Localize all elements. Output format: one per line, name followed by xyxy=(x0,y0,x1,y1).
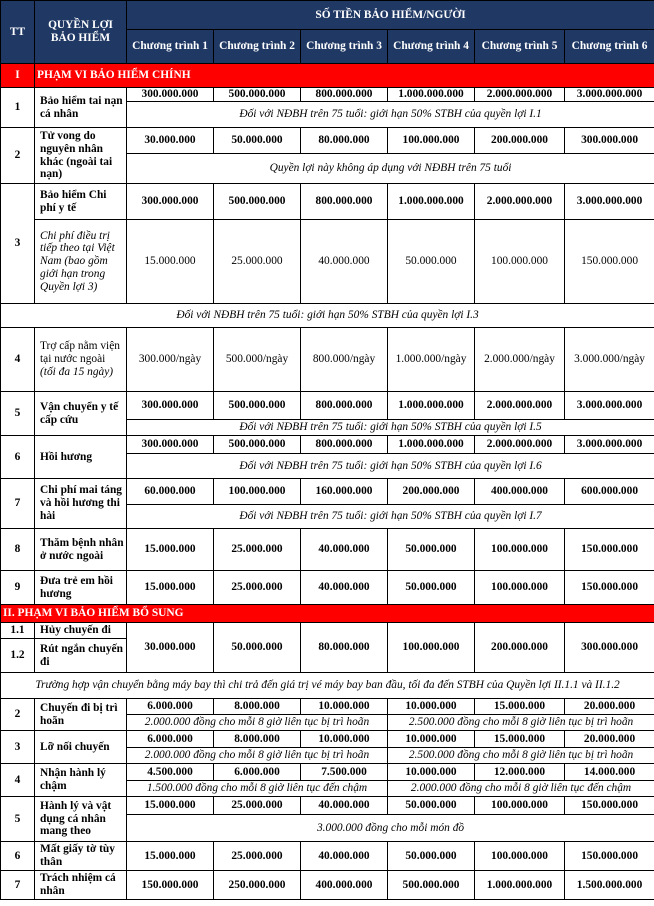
row-number: 6 xyxy=(1,436,35,479)
value-cell: 15.000.000 xyxy=(475,731,565,748)
value-cell: 600.000.000 xyxy=(565,479,654,505)
row-label: Hủy chuyến đi xyxy=(35,623,127,639)
table-row xyxy=(1,623,654,639)
value-cell: 500.000.000 xyxy=(214,392,301,420)
note-cell: 2.000.000 đồng cho mỗi 8 giờ liên tục đến chậm xyxy=(388,781,654,797)
value-cell: 1.000.000.000 xyxy=(388,392,475,420)
value-cell: 400.000.000 xyxy=(301,871,388,900)
note-cell: Quyền lợi này không áp dụng với NĐBH trên 75 tuổi xyxy=(127,154,654,184)
note-cell: 2.000.000 đồng cho mỗi 8 giờ liên tục bị trì hoãn xyxy=(127,748,388,764)
note-cell: Đối với NĐBH trên 75 tuổi: giới hạn 50% STBH của quyền lợi I.7 xyxy=(127,505,654,529)
value-cell: 2.000.000.000 xyxy=(475,88,565,102)
note-row xyxy=(1,304,654,328)
value-cell: 800.000.000 xyxy=(301,392,388,420)
note-cell: Đối với NĐBH trên 75 tuổi: giới hạn 50% STBH của quyền lợi I.3 xyxy=(1,304,654,328)
note-cell: Đối với NĐBH trên 75 tuổi: giới hạn 50% STBH của quyền lợi I.5 xyxy=(127,420,654,436)
value-cell: 1.000.000.000 xyxy=(388,88,475,102)
value-cell: 100.000.000 xyxy=(214,479,301,505)
section-row xyxy=(1,605,654,623)
value-cell: 15.000.000 xyxy=(127,842,214,871)
row-number: 1.1 xyxy=(1,623,35,639)
value-cell: 40.000.000 xyxy=(301,220,388,304)
row-number: 6 xyxy=(1,842,35,871)
value-cell: 800.000.000 xyxy=(301,88,388,102)
value-cell: 2.000.000.000 xyxy=(475,392,565,420)
value-cell: 10.000.000 xyxy=(388,699,475,715)
value-cell: 3.000.000.000 xyxy=(565,436,654,454)
value-cell: 80.000.000 xyxy=(301,623,388,673)
value-cell: 3.000.000/ngày xyxy=(565,328,654,392)
value-cell: 14.000.000 xyxy=(565,764,654,781)
note-cell: Đối với NĐBH trên 75 tuổi: giới hạn 50% STBH của quyền lợi I.6 xyxy=(127,454,654,479)
table-row xyxy=(1,392,654,420)
row-label xyxy=(35,328,127,392)
row-label: Bảo hiểm Chi phí y tế xyxy=(35,184,127,220)
table-row xyxy=(1,328,654,392)
value-cell: 4.500.000 xyxy=(127,764,214,781)
row-number: 9 xyxy=(1,571,35,605)
value-cell: 25.000.000 xyxy=(214,529,301,571)
value-cell: 150.000.000 xyxy=(565,220,654,304)
table-row xyxy=(1,436,654,454)
row-number: 5 xyxy=(1,797,35,842)
value-cell: 7.500.000 xyxy=(301,764,388,781)
value-cell: 300.000.000 xyxy=(127,184,214,220)
value-cell: 15.000.000 xyxy=(127,220,214,304)
value-cell: 500.000/ngày xyxy=(214,328,301,392)
value-cell: 200.000.000 xyxy=(475,128,565,154)
row-label: Mất giấy tờ tùy thân xyxy=(35,842,127,871)
value-cell: 6.000.000 xyxy=(214,764,301,781)
value-cell: 100.000.000 xyxy=(475,797,565,815)
value-cell: 3.000.000.000 xyxy=(565,184,654,220)
value-cell: 6.000.000 xyxy=(127,731,214,748)
value-cell: 10.000.000 xyxy=(301,731,388,748)
value-cell: 500.000.000 xyxy=(214,436,301,454)
row-label-text: Trợ cấp nằm viện tại nước ngoài xyxy=(40,340,120,366)
value-cell: 25.000.000 xyxy=(214,571,301,605)
value-cell: 40.000.000 xyxy=(301,571,388,605)
value-cell: 1.000.000/ngày xyxy=(388,328,475,392)
value-cell: 8.000.000 xyxy=(214,699,301,715)
value-cell: 20.000.000 xyxy=(565,731,654,748)
row-number: 8 xyxy=(1,529,35,571)
value-cell: 200.000.000 xyxy=(388,479,475,505)
value-cell: 15.000.000 xyxy=(475,699,565,715)
header-row xyxy=(1,1,654,30)
value-cell: 80.000.000 xyxy=(301,128,388,154)
table-row xyxy=(1,220,654,304)
row-number: 3 xyxy=(1,731,35,764)
header-plan-4: Chương trình 4 xyxy=(388,30,475,64)
value-cell: 25.000.000 xyxy=(214,842,301,871)
value-cell: 50.000.000 xyxy=(388,842,475,871)
value-cell: 60.000.000 xyxy=(127,479,214,505)
value-cell: 50.000.000 xyxy=(214,128,301,154)
value-cell: 100.000.000 xyxy=(475,571,565,605)
value-cell: 100.000.000 xyxy=(475,220,565,304)
value-cell: 500.000.000 xyxy=(214,88,301,102)
table-row xyxy=(1,88,654,102)
row-number: 7 xyxy=(1,871,35,900)
row-number: 2 xyxy=(1,699,35,731)
value-cell: 300.000.000 xyxy=(127,392,214,420)
value-cell: 40.000.000 xyxy=(301,529,388,571)
section-row xyxy=(1,64,654,88)
value-cell: 2.000.000.000 xyxy=(475,436,565,454)
row-number: 1.2 xyxy=(1,639,35,673)
row-number: 5 xyxy=(1,392,35,436)
row-label: Tử vong do nguyên nhân khác (ngoài tai nạn) xyxy=(35,128,127,184)
row-label: Vận chuyển y tế cấp cứu xyxy=(35,392,127,436)
note-cell: 2.500.000 đồng cho mỗi 8 giờ liên tục bị trì hoãn xyxy=(388,748,654,764)
value-cell: 50.000.000 xyxy=(388,797,475,815)
value-cell: 25.000.000 xyxy=(214,220,301,304)
header-benefit: QUYỀN LỢI BẢO HIỂM xyxy=(35,1,127,64)
table-row xyxy=(1,842,654,871)
value-cell: 300.000.000 xyxy=(565,623,654,673)
row-label: Lỡ nối chuyến xyxy=(35,731,127,764)
value-cell: 30.000.000 xyxy=(127,623,214,673)
header-plan-1: Chương trình 1 xyxy=(127,30,214,64)
value-cell: 1.500.000.000 xyxy=(565,871,654,900)
header-plan-3: Chương trình 3 xyxy=(301,30,388,64)
value-cell: 300.000.000 xyxy=(127,436,214,454)
table-row xyxy=(1,797,654,815)
header-sum-insured: SỐ TIỀN BẢO HIỂM/NGƯỜI xyxy=(127,1,654,30)
value-cell: 2.000.000/ngày xyxy=(475,328,565,392)
table-row xyxy=(1,764,654,781)
note-cell: 1.500.000 đồng cho mỗi 8 giờ liên tục đến chậm xyxy=(127,781,388,797)
section-title: II. PHẠM VI BẢO HIỂM BỔ SUNG xyxy=(1,605,654,623)
value-cell: 100.000.000 xyxy=(475,842,565,871)
section-number: I xyxy=(1,64,35,88)
value-cell: 800.000.000 xyxy=(301,184,388,220)
row-label: Chuyến đi bị trì hoãn xyxy=(35,699,127,731)
value-cell: 200.000.000 xyxy=(475,623,565,673)
value-cell: 1.000.000.000 xyxy=(388,436,475,454)
table-row xyxy=(1,871,654,900)
value-cell: 500.000.000 xyxy=(214,184,301,220)
row-sub-label: Chi phí điều trị tiếp theo tại Việt Nam (bao gồm giới hạn trong Quyền lợi 3) xyxy=(35,220,127,304)
header-plan-5: Chương trình 5 xyxy=(475,30,565,64)
value-cell: 3.000.000.000 xyxy=(565,88,654,102)
row-label: Hồi hương xyxy=(35,436,127,479)
value-cell: 25.000.000 xyxy=(214,797,301,815)
value-cell: 10.000.000 xyxy=(388,731,475,748)
section-title: PHẠM VI BẢO HIỂM CHÍNH xyxy=(35,64,654,88)
value-cell: 800.000.000 xyxy=(301,436,388,454)
value-cell: 150.000.000 xyxy=(127,871,214,900)
row-number: 4 xyxy=(1,764,35,797)
value-cell: 150.000.000 xyxy=(565,571,654,605)
value-cell: 400.000.000 xyxy=(475,479,565,505)
value-cell: 100.000.000 xyxy=(475,529,565,571)
row-number: 2 xyxy=(1,128,35,184)
value-cell: 15.000.000 xyxy=(127,529,214,571)
value-cell: 30.000.000 xyxy=(127,128,214,154)
row-label: Trách nhiệm cá nhân xyxy=(35,871,127,900)
note-cell: 2.000.000 đồng cho mỗi 8 giờ liên tục bị trì hoãn xyxy=(127,715,388,731)
row-label: Rút ngắn chuyến đi xyxy=(35,639,127,673)
value-cell: 160.000.000 xyxy=(301,479,388,505)
value-cell: 50.000.000 xyxy=(388,571,475,605)
table-row xyxy=(1,731,654,748)
row-label: Bảo hiểm tai nạn cá nhân xyxy=(35,88,127,128)
value-cell: 2.000.000.000 xyxy=(475,184,565,220)
note-cell: Đối với NĐBH trên 75 tuổi: giới hạn 50% STBH của quyền lợi I.1 xyxy=(127,102,654,128)
value-cell: 150.000.000 xyxy=(565,797,654,815)
row-number: 3 xyxy=(1,184,35,304)
value-cell: 250.000.000 xyxy=(214,871,301,900)
value-cell: 6.000.000 xyxy=(127,699,214,715)
row-label: Chi phí mai táng và hồi hương thi hài xyxy=(35,479,127,529)
header-plan-6: Chương trình 6 xyxy=(565,30,654,64)
row-number: 7 xyxy=(1,479,35,529)
value-cell: 300.000.000 xyxy=(565,128,654,154)
value-cell: 40.000.000 xyxy=(301,797,388,815)
value-cell: 50.000.000 xyxy=(388,529,475,571)
value-cell: 8.000.000 xyxy=(214,731,301,748)
value-cell: 150.000.000 xyxy=(565,842,654,871)
value-cell: 1.000.000.000 xyxy=(388,184,475,220)
row-label: Thăm bệnh nhân ở nước ngoài xyxy=(35,529,127,571)
value-cell: 10.000.000 xyxy=(388,764,475,781)
header-plan-2: Chương trình 2 xyxy=(214,30,301,64)
value-cell: 20.000.000 xyxy=(565,699,654,715)
header-tt: TT xyxy=(1,1,35,64)
row-number: 4 xyxy=(1,328,35,392)
table-row xyxy=(1,184,654,220)
note-cell: 2.500.000 đồng cho mỗi 8 giờ liên tục bị trì hoãn xyxy=(388,715,654,731)
table-row xyxy=(1,128,654,154)
value-cell: 3.000.000.000 xyxy=(565,392,654,420)
value-cell: 100.000.000 xyxy=(388,128,475,154)
row-label: Đưa trẻ em hồi hương xyxy=(35,571,127,605)
value-cell: 800.000/ngày xyxy=(301,328,388,392)
value-cell: 10.000.000 xyxy=(301,699,388,715)
row-label: Nhận hành lý chậm xyxy=(35,764,127,797)
value-cell: 15.000.000 xyxy=(127,797,214,815)
value-cell: 300.000/ngày xyxy=(127,328,214,392)
note-row xyxy=(1,673,654,699)
row-label-note: (tối đa 15 ngày) xyxy=(40,365,114,378)
value-cell: 100.000.000 xyxy=(388,623,475,673)
table-row xyxy=(1,529,654,571)
value-cell: 12.000.000 xyxy=(475,764,565,781)
table-row xyxy=(1,479,654,505)
value-cell: 150.000.000 xyxy=(565,529,654,571)
value-cell: 300.000.000 xyxy=(127,88,214,102)
note-cell: Trường hợp vận chuyển bằng máy bay thì chi trả đến giá trị vé máy bay ban đầu, tối đa đến STBH của Quyền lợi II.1.1 và II.1.2 xyxy=(1,673,654,699)
table-row xyxy=(1,571,654,605)
note-cell: 3.000.000 đồng cho mỗi món đồ xyxy=(127,815,654,842)
value-cell: 50.000.000 xyxy=(214,623,301,673)
value-cell: 50.000.000 xyxy=(388,220,475,304)
value-cell: 500.000.000 xyxy=(388,871,475,900)
value-cell: 1.000.000.000 xyxy=(475,871,565,900)
value-cell: 40.000.000 xyxy=(301,842,388,871)
table-row xyxy=(1,699,654,715)
row-number: 1 xyxy=(1,88,35,128)
value-cell: 15.000.000 xyxy=(127,571,214,605)
row-label: Hành lý và vật dụng cá nhân mang theo xyxy=(35,797,127,842)
